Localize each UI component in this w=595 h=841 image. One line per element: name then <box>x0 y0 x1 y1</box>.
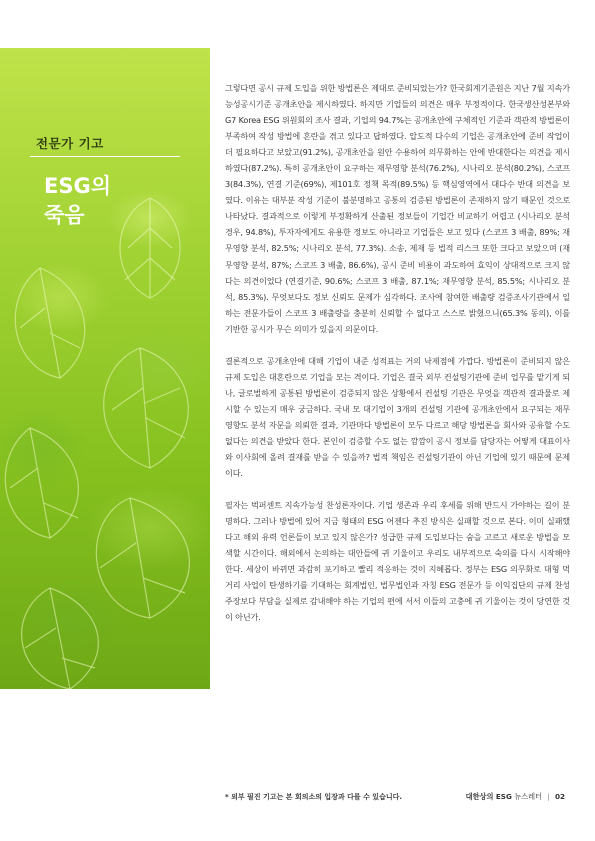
paragraph-1: 그렇다면 공시 규제 도입을 위한 방법론은 제대로 준비되었는가? 한국회계기준원은 지난 7월 지속가능성공시기준 공개초안을 제시하였다. 하지만 기업들의 의견은 매우 부정적이다. 한국생산성본부와 G7 Korea ESG 위원회의 조사 결과, 기업의 94.7%는 공개초안에 구체적인 기준과 객관적 방법론이 부족하여 작성 방법에 혼란을 겪고 있다고 답하였다. 압도적 다수의 기업은 공개초안에 준비 작업이 더 필요하다고 보았고(91.2%), 공개초안을 원안 수용하여 의무화하는 안에 반대한다는 의견을 제시하였다(87.2%). 특히 공개초안이 요구하는 재무영향 분석(76.2%), 시나리오 분석(80.2%), 스코프 3(84.3%), 연결 기준(69%), 제101호 정책 목적(89.5%) 등 핵심영역에서 대다수 반대 의견을 보였다. 이유는 대부분 작성 기준이 불분명하고 공통의 검증된 방법론이 존재하지 않기 때문인 것으로 나타났다. 결과적으로 이렇게 부정확하게 산출된 정보들이 기업간 비교하기 어렵고 (시나리오 분석 경우, 94.8%), 투자자에게도 유용한 정보도 아니라고 기업들은 보고 있다 (스코프 3 배출, 89%; 재무영향 분석, 82.5%; 시나리오 분석, 77.3%). 소송, 제재 등 법적 리스크 또한 크다고 보았으며 (재무영향 분석, 87%; 스코프 3 배출, 86.6%), 공시 준비 비용이 과도하여 효익이 상대적으로 크지 않다는 의견이었다 (연결기준, 90.6%; 스코프 3 배출, 87.1%; 재무영향 분석, 85.5%; 시나리오 분석, 85.3%). 무엇보다도 정보 신뢰도 문제가 심각하다. 조사에 참여한 배출량 검증조사기관에서 일하는 전문가들이 스코프 3 배출량을 충분히 신뢰할 수 없다고 스스로 밝혔으니(65.3% 동의), 이를 기반한 공시가 무슨 의미가 있을지 의문이다. <box>225 83 570 334</box>
category-label: 전문가 기고 <box>36 136 104 151</box>
paragraph-3: 필자는 벅퍼센트 지속가능성 찬성론자이다. 기업 생존과 우리 후세를 위해 반드시 가야하는 길이 분명하다. 그러나 방법에 있어 지금 형태의 ESG 어젠다 추진 방식은 실패할 것으로 본다. 이미 실패했다고 해외 유력 언론들이 보고 있지 않은가? 성급한 규제 도입보다는 숨을 고르고 새로운 방법을 모색할 시간이다. 해외에서 논의하는 대안들에 귀 기울이고 우리도 내부적으로 숙의를 다시 시작해야 한다. 세상이 바뀌면 과감히 포기하고 빨리 적응하는 것이 지혜롭다. 정부는 ESG 의무화로 대형 먹거리 사업이 탄생하기를 기대하는 회계법인, 법무법인과 자칭 ESG 전문가 등 이익집단의 규제 찬성 주장보다 부담을 실제로 감내해야 하는 기업의 편에 서서 이들의 고충에 귀 기울이는 것이 당연한 것이 아닌가. <box>225 500 570 623</box>
paragraph-2: 결론적으로 공개초안에 대해 기업이 내준 성적표는 거의 낙제점에 가깝다. 방법론이 준비되지 않은 규제 도입은 대혼란으로 기업을 모는 격이다. 기업은 결국 외부 컨설팅기관에 준비 업무를 맡기게 되나, 글로벌하게 공통된 방법론이 검증되지 않은 상황에서 컨설팅 기관은 무엇을 객관적 결과물로 제시할 수 있는지 매우 궁금하다. 국내 모 대기업이 3개의 컨설팅 기관에 공개초안에서 요구되는 재무영향도 분석 자문을 의뢰한 결과, 기관마다 방법론이 모두 다르고 해당 방법론을 회사와 공유할 수도 없다는 의견을 받았다 한다. 본인이 검증할 수도 없는 깜깜이 공시 정보를 담당자는 어떻게 대표이사와 이사회에 올려 결재를 받을 수 있을까? 법적 책임은 컨설팅기관이 아닌 기업에 있기 때문에 문제이다. <box>225 355 570 479</box>
article-body <box>225 80 570 642</box>
headline-line-2: 죽음 <box>44 203 85 227</box>
article-headline <box>44 172 111 230</box>
leaf-background-panel <box>0 48 210 689</box>
publication-name: 대한상의 ESG <box>465 792 512 801</box>
footer-separator: | <box>547 792 550 801</box>
footer-disclaimer: * 외부 필진 기고는 본 회의소의 입장과 다를 수 있습니다. <box>225 793 403 801</box>
newsletter-label: 뉴스레터 <box>514 792 542 801</box>
category-divider <box>30 156 180 157</box>
footer-publication <box>466 792 565 802</box>
page-number: 02 <box>554 792 565 801</box>
headline-line-1: ESG의 <box>44 174 111 198</box>
leaf-pattern-image <box>0 48 210 689</box>
